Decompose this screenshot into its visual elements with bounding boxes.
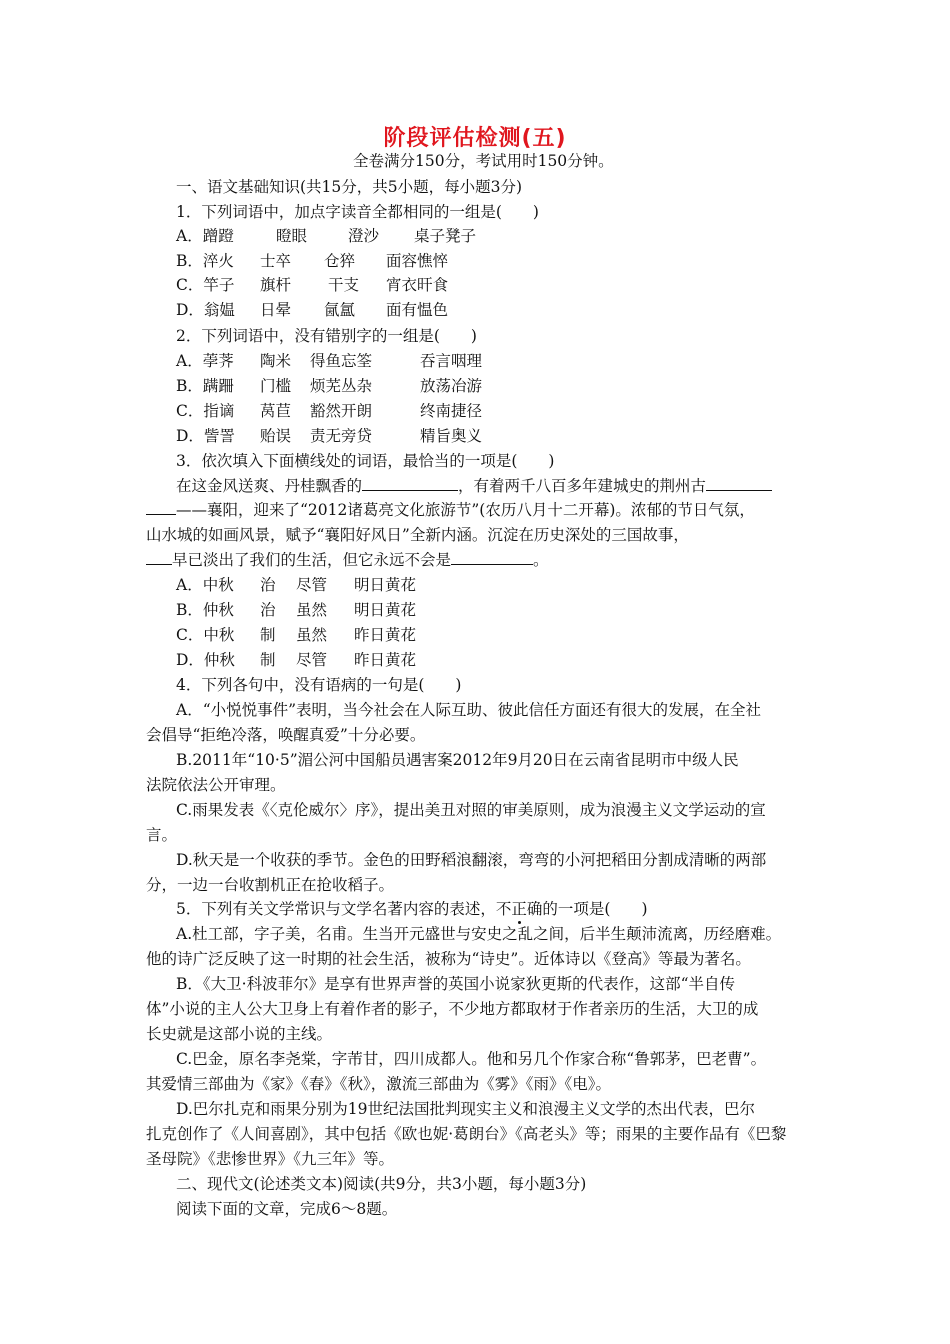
passage-text: 早已淡出了我们的生活，但它永远不会是 — [172, 551, 452, 569]
option-text: 士卒 — [260, 252, 292, 270]
option-text: 得鱼忘筌 — [310, 352, 373, 370]
passage-text: 在这金风送爽、丹桂飘香的 — [176, 477, 363, 495]
option-text: 瞪眼 — [276, 227, 308, 245]
option-text: 明日黄花 — [354, 601, 417, 619]
option-text: C．指谪 — [176, 402, 235, 420]
question-5-option-a-cont: 他的诗广泛反映了这一时期的社会生活，被称为“诗史”。近体诗以《登高》等最为著名。 — [146, 950, 751, 968]
option-text: 澄沙 — [348, 227, 380, 245]
option-text: 干支 — [328, 276, 360, 294]
option-text: 尽管 — [296, 576, 328, 594]
question-4-stem: 4．下列各句中，没有语病的一句是( ) — [176, 676, 462, 694]
section-2-heading: 二、现代文(论述类文本)阅读(共9分，共3小题，每小题3分) — [176, 1175, 587, 1193]
question-4-option-c: C.雨果发表《〈克伦威尔〉序》，提出美丑对照的审美原则，成为浪漫主义文学运动的宣 — [176, 801, 766, 819]
option-text: 烦芜丛杂 — [310, 377, 373, 395]
question-5-option-b-cont: 体”小说的主人公大卫身上有着作者的影子，不少地方都取材于作者亲历的生活，大卫的成 — [146, 1000, 759, 1018]
option-text: 旗杆 — [260, 276, 292, 294]
option-text: 面有愠色 — [386, 301, 449, 319]
option-text: 虽然 — [296, 626, 328, 644]
page-title: 阶段评估检测(五) — [383, 126, 567, 151]
question-3-option-b — [176, 600, 416, 620]
question-2-option-b — [176, 376, 482, 396]
question-3-stem: 3．依次填入下面横线处的词语，最恰当的一项是( ) — [176, 452, 555, 470]
option-text: C．中秋 — [176, 626, 235, 644]
question-4-option-a-cont: 会倡导“拒绝冷落，唤醒真爱”十分必要。 — [146, 726, 426, 744]
question-2-option-c — [176, 401, 482, 421]
question-1-stem: 1．下列词语中，加点字读音全都相同的一组是( ) — [176, 203, 539, 221]
fill-blank — [706, 476, 772, 491]
option-text: C．竿子 — [176, 276, 235, 294]
stem-text: 5．下列有关文学常识与文学名著内容的表述， — [176, 900, 496, 918]
question-3-passage-line — [176, 476, 772, 496]
question-5-option-a: A.杜工部，字子美，名甫。生当开元盛世与安史之乱之间，后半生颠沛流离，历经磨难。 — [176, 925, 782, 943]
option-text: 治 — [260, 601, 276, 619]
option-text: 放荡冶游 — [420, 377, 483, 395]
question-3-passage-line — [146, 550, 549, 570]
question-2-option-d — [176, 426, 482, 446]
option-text: 陶米 — [260, 352, 292, 370]
question-1-option-b — [176, 251, 448, 271]
option-text: A．蹭蹬 — [176, 227, 234, 245]
option-text: 仓猝 — [324, 252, 356, 270]
option-text: 面容憔悴 — [386, 252, 449, 270]
fill-blank — [146, 500, 176, 515]
question-4-option-b-cont: 法院依法公开审理。 — [146, 776, 286, 794]
question-5-option-c: C.巴金，原名李尧棠，字芾甘，四川成都人。他和另几个作家合称“鲁郭茅，巴老曹”。 — [176, 1050, 767, 1068]
option-text: 贻误 — [260, 427, 292, 445]
option-text: 尽管 — [296, 651, 328, 669]
question-5-option-c-cont: 其爱情三部曲为《家》《春》《秋》，激流三部曲为《雾》《雨》《电》。 — [146, 1075, 612, 1093]
stem-text: 的一项是( ) — [542, 900, 648, 918]
passage-text: ——襄阳，迎来了“2012诸葛亮文化旅游节”(农历八月十二开幕)。浓郁的节日气氛， — [176, 501, 755, 519]
question-5-stem — [176, 899, 648, 919]
fill-blank — [362, 476, 458, 491]
passage-text: ，有着两千八百多年建城史的荆州古 — [458, 477, 707, 495]
option-text: D．翁媪 — [176, 301, 235, 319]
option-text: 昨日黄花 — [354, 651, 417, 669]
option-text: 昨日黄花 — [354, 626, 417, 644]
reading-instruction: 阅读下面的文章，完成6～8题。 — [176, 1200, 398, 1218]
question-5-option-d-cont: 圣母院》《悲惨世界》《九三年》等。 — [146, 1150, 395, 1168]
question-5-option-d: D.巴尔扎克和雨果分别为19世纪法国批判现实主义和浪漫主义文学的杰出代表，巴尔 — [176, 1100, 756, 1118]
question-1-option-c — [176, 275, 448, 295]
question-5-option-d-cont: 扎克创作了《人间喜剧》，其中包括《欧也妮·葛朗台》《高老头》等；雨果的主要作品有《巴黎 — [146, 1125, 787, 1143]
question-4-option-d: D.秋天是一个收获的季节。金色的田野稻浪翻滚，弯弯的小河把稻田分割成清晰的两部 — [176, 851, 767, 869]
question-4-option-d-cont: 分，一边一台收割机正在抢收稻子。 — [146, 876, 395, 894]
option-text: 宵衣旰食 — [386, 276, 449, 294]
option-text: A．中秋 — [176, 576, 234, 594]
option-text: B．淬火 — [176, 252, 234, 270]
question-3-passage-line — [146, 500, 755, 520]
option-text: 制 — [260, 626, 276, 644]
option-text: 明日黄花 — [354, 576, 417, 594]
option-text: B．仲秋 — [176, 601, 234, 619]
option-text: A．荸荠 — [176, 352, 234, 370]
option-text: 制 — [260, 651, 276, 669]
fill-blank — [451, 550, 533, 565]
passage-text: 。 — [533, 551, 549, 569]
option-text: 责无旁贷 — [310, 427, 373, 445]
question-1-option-d — [176, 300, 448, 320]
question-3-option-a — [176, 575, 416, 595]
question-5-option-b-cont: 长史就是这部小说的主线。 — [146, 1025, 333, 1043]
option-text: 吞言咽理 — [420, 352, 483, 370]
option-text: 治 — [260, 576, 276, 594]
fill-blank — [146, 550, 172, 565]
question-3-option-c — [176, 625, 416, 645]
question-4-option-a: A．“小悦悦事件”表明，当今社会在人际互助、彼此信任方面还有很大的发展，在全社 — [176, 701, 762, 719]
emphasized-text: 不正确 — [495, 900, 543, 918]
option-text: 终南捷径 — [420, 402, 483, 420]
question-2-stem: 2．下列词语中，没有错别字的一组是( ) — [176, 327, 477, 345]
question-2-option-a — [176, 351, 482, 371]
option-text: B．蹒跚 — [176, 377, 234, 395]
exam-info: 全卷满分150分，考试用时150分钟。 — [353, 152, 614, 170]
option-text: 日晕 — [260, 301, 292, 319]
option-text: D．訾詈 — [176, 427, 235, 445]
question-5-option-b: B．《大卫·科波菲尔》是享有世界声誉的英国小说家狄更斯的代表作，这部“半自传 — [176, 975, 735, 993]
option-text: 氤氲 — [324, 301, 356, 319]
option-text: 精旨奥义 — [420, 427, 483, 445]
option-text: 桌子凳子 — [414, 227, 477, 245]
section-1-heading: 一、语文基础知识(共15分，共5小题，每小题3分) — [176, 178, 523, 196]
option-text: D．仲秋 — [176, 651, 235, 669]
option-text: 虽然 — [296, 601, 328, 619]
question-3-option-d — [176, 650, 416, 670]
option-text: 门槛 — [260, 377, 292, 395]
option-text: 莴苣 — [260, 402, 292, 420]
question-4-option-c-cont: 言。 — [146, 826, 178, 844]
question-3-passage-line: 山水城的如画风景，赋予“襄阳好风日”全新内涵。沉淀在历史深处的三国故事， — [146, 526, 689, 544]
question-4-option-b: B.2011年“10·5”湄公河中国船员遇害案2012年9月20日在云南省昆明市中级人民 — [176, 751, 739, 769]
question-1-option-a — [176, 226, 476, 246]
option-text: 豁然开朗 — [310, 402, 373, 420]
